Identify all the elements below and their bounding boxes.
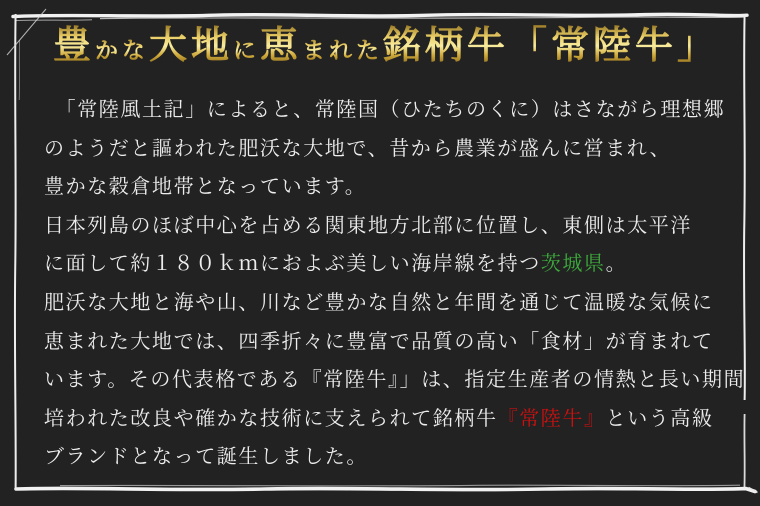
frame-top-stroke [13, 14, 747, 16]
text-segment: 肥沃な大地と海や山、川など豊かな自然と年間を通じて温暖な気候に [44, 291, 714, 314]
text-segment: 恵まれた大地では、四季折々に豊富で品質の高い「食材」が育まれて [44, 330, 714, 353]
text-line [44, 361, 746, 400]
title-segment: 恵 [260, 25, 303, 67]
text-line [44, 207, 728, 246]
text-line [44, 323, 728, 362]
text-line [44, 130, 728, 169]
title-segment: まれた [302, 38, 384, 63]
text-line [44, 400, 728, 439]
text-segment: という高級 [605, 407, 714, 430]
title-segment: に [233, 38, 260, 63]
title-segment: 銘柄牛「常陸牛」 [383, 25, 720, 67]
text-line [44, 284, 728, 323]
title-segment: 豊 [52, 25, 95, 67]
frame-right-stroke [744, 15, 745, 400]
frame-left-stroke [15, 14, 16, 490]
prefecture-highlight: 茨城県 [540, 253, 606, 276]
body-text [44, 91, 746, 477]
frame-bottom-texture [60, 485, 740, 486]
frame-corner-stray-bottomright [749, 488, 758, 493]
text-segment: 「常陸風土記」によると、常陸国（ひたちのくに）はさながら理想郷 [44, 99, 726, 121]
title-segment: かな [94, 38, 149, 63]
content-area [44, 18, 746, 477]
brand-name-highlight: 『常陸牛』 [497, 407, 606, 430]
text-line [44, 245, 728, 284]
text-line [44, 91, 728, 130]
text-segment: 豊かな穀倉地帯となっています。 [44, 176, 367, 199]
text-segment: 日本列島のほぼ中心を占める関東地方北部に位置し、東側は太平洋 [44, 214, 692, 237]
frame-bottom-stroke [16, 488, 755, 491]
text-line [44, 168, 728, 207]
title-segment: 大地 [148, 25, 233, 67]
text-segment: います。その代表格である『常陸牛』」は、指定生産者の情熱と長い期間 [44, 369, 746, 392]
text-segment: 培われた改良や確かな技術に支えられて銘柄牛 [44, 407, 498, 430]
text-segment: のようだと謳われた肥沃な大地で、昔から農業が盛んに営まれ、 [44, 137, 672, 160]
page-title [44, 18, 728, 79]
frame-corner-stray-topleft [7, 9, 46, 55]
text-line [44, 438, 728, 477]
text-segment: に面して約１８０ｋｍにおよぶ美しい海岸線を持つ [44, 253, 541, 276]
text-segment: 。 [605, 253, 628, 276]
text-segment: ブランドとなって誕生しました。 [44, 446, 368, 469]
